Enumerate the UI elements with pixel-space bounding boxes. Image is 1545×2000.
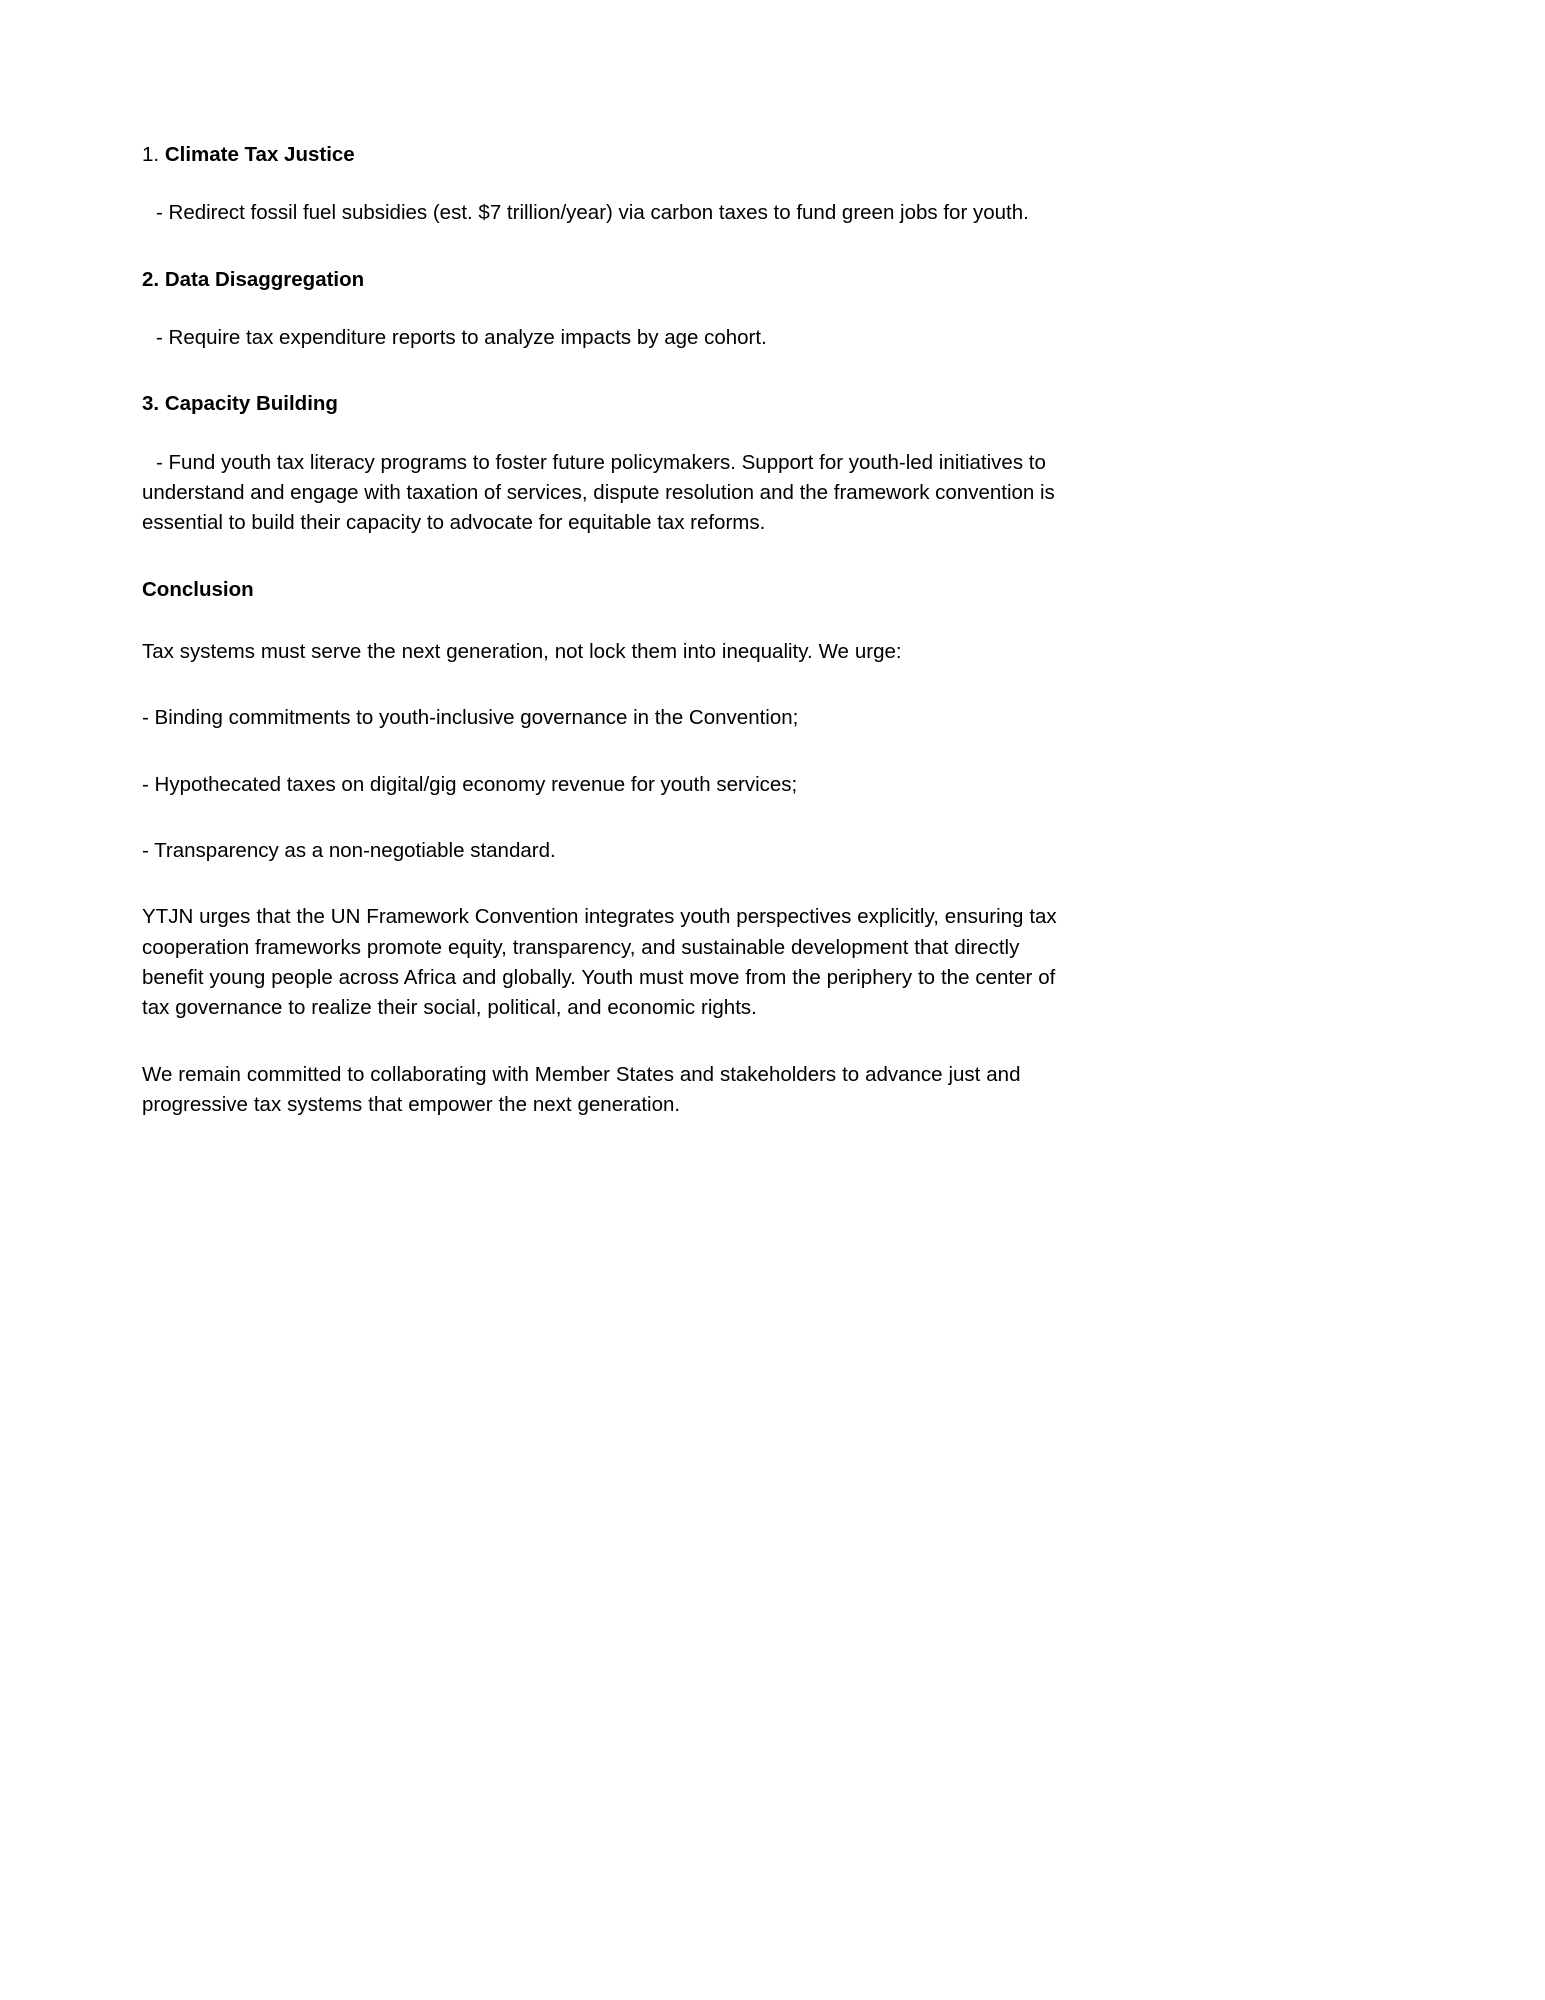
section-title-1: Climate Tax Justice [164,143,355,166]
section-heading-data-disaggregation [142,265,1067,295]
section-bullet-1: - Redirect fossil fuel subsidies (est. $7 trillion/year) via carbon taxes to fund green jobs for youth. [156,201,1029,225]
section-title-2: Data Disaggregation [164,267,365,291]
conclusion-bullet-1: - Binding commitments to youth-inclusive governance in the Convention; [142,706,799,730]
section-number-1: 1. [142,143,160,166]
section-number-2: 2. [142,267,160,291]
conclusion-heading: Conclusion [142,577,254,601]
section-bullet-3: - Fund youth tax literacy programs to foster future policymakers. Support for youth-led initiatives to understand and engage with taxation of services, dispute resolution and the framework convention is essential to build their capacity to advocate for equitable tax reforms. [142,450,1055,535]
section-heading-capacity-building [142,389,1067,419]
closing-paragraph-2: We remain committed to collaborating with Member States and stakeholders to advance just and progressive tax systems that empower the next generation. [142,1062,1021,1116]
document-body [142,140,1067,1120]
conclusion-bullet-2: - Hypothecated taxes on digital/gig economy revenue for youth services; [142,772,798,796]
section-heading-climate-tax-justice [142,140,1067,170]
conclusion-bullet-3: - Transparency as a non-negotiable standard. [142,838,556,862]
conclusion-lead-paragraph: Tax systems must serve the next generation, not lock them into inequality. We urge: [142,639,902,663]
section-title-3: Capacity Building [164,392,338,416]
closing-paragraph-1: YTJN urges that the UN Framework Convention integrates youth perspectives explicitly, ensuring tax cooperation frameworks promote equity, transparency, and sustainable development that directly benefit young people across Africa and globally. Youth must move from the periphery to the center of tax governance to realize their social, political, and economic rights. [142,905,1057,1020]
section-number-3: 3. [142,392,160,416]
section-bullet-2: - Require tax expenditure reports to analyze impacts by age cohort. [156,325,767,349]
